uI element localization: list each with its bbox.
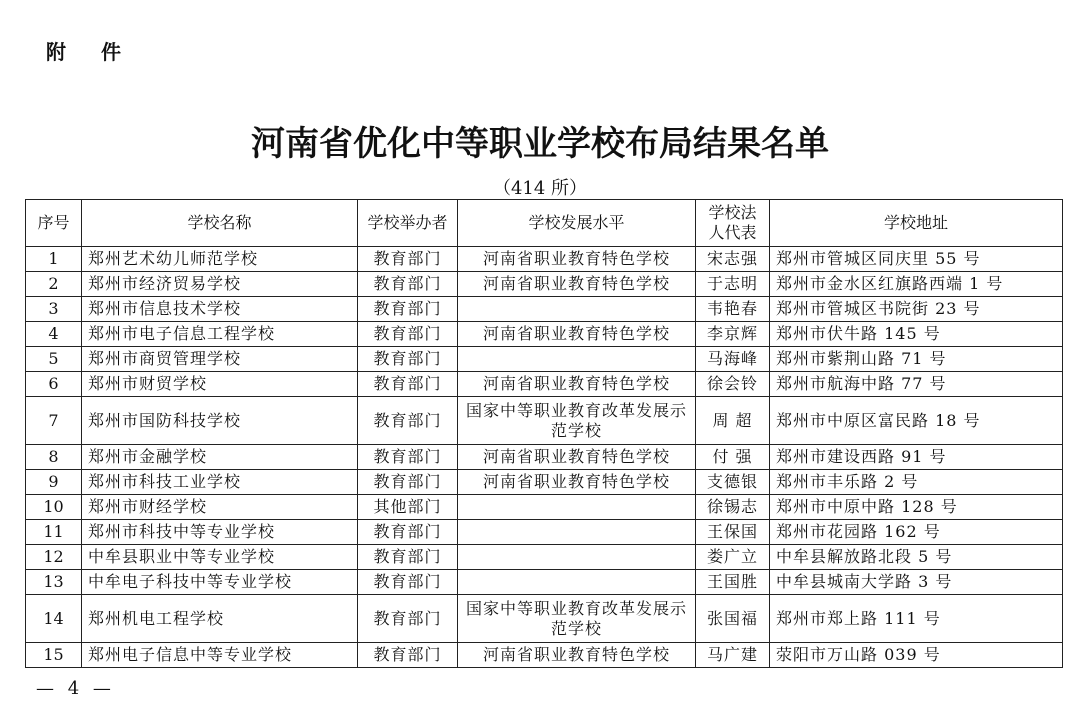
cell-level [458, 520, 696, 545]
cell-representative: 支德银 [696, 470, 770, 495]
cell-address: 中牟县解放路北段 5 号 [770, 545, 1063, 570]
cell-organizer: 其他部门 [358, 495, 458, 520]
cell-representative: 李京辉 [696, 322, 770, 347]
cell-representative: 徐锡志 [696, 495, 770, 520]
cell-school-name: 郑州机电工程学校 [82, 595, 358, 643]
cell-level: 国家中等职业教育改革发展示范学校 [458, 397, 696, 445]
cell-level [458, 347, 696, 372]
cell-school-name: 郑州市商贸管理学校 [82, 347, 358, 372]
cell-representative: 宋志强 [696, 247, 770, 272]
attachment-label: 附 件 [46, 40, 135, 64]
cell-representative: 马海峰 [696, 347, 770, 372]
cell-no: 12 [26, 545, 82, 570]
document-title: 河南省优化中等职业学校布局结果名单 [251, 124, 829, 164]
table-row [26, 247, 1063, 272]
cell-school-name: 郑州市科技工业学校 [82, 470, 358, 495]
cell-organizer: 教育部门 [358, 570, 458, 595]
cell-address: 郑州市管城区同庆里 55 号 [770, 247, 1063, 272]
cell-level: 河南省职业教育特色学校 [458, 445, 696, 470]
cell-school-name: 郑州市电子信息工程学校 [82, 322, 358, 347]
cell-representative: 付 强 [696, 445, 770, 470]
cell-no: 15 [26, 643, 82, 668]
table-row [26, 347, 1063, 372]
cell-no: 2 [26, 272, 82, 297]
cell-school-name: 郑州市经济贸易学校 [82, 272, 358, 297]
cell-level: 河南省职业教育特色学校 [458, 247, 696, 272]
cell-address: 郑州市管城区书院街 23 号 [770, 297, 1063, 322]
cell-organizer: 教育部门 [358, 322, 458, 347]
cell-representative: 王国胜 [696, 570, 770, 595]
cell-organizer: 教育部门 [358, 445, 458, 470]
cell-address: 郑州市中原区富民路 18 号 [770, 397, 1063, 445]
table-row [26, 372, 1063, 397]
cell-address: 郑州市丰乐路 2 号 [770, 470, 1063, 495]
cell-level [458, 297, 696, 322]
cell-level: 河南省职业教育特色学校 [458, 322, 696, 347]
table-row [26, 570, 1063, 595]
cell-school-name: 郑州市财经学校 [82, 495, 358, 520]
cell-representative: 王保国 [696, 520, 770, 545]
cell-organizer: 教育部门 [358, 545, 458, 570]
table-row [26, 545, 1063, 570]
cell-organizer: 教育部门 [358, 297, 458, 322]
cell-level [458, 570, 696, 595]
cell-representative: 周 超 [696, 397, 770, 445]
cell-school-name: 中牟电子科技中等专业学校 [82, 570, 358, 595]
cell-school-name: 郑州电子信息中等专业学校 [82, 643, 358, 668]
cell-organizer: 教育部门 [358, 272, 458, 297]
cell-no: 9 [26, 470, 82, 495]
cell-level [458, 495, 696, 520]
cell-organizer: 教育部门 [358, 372, 458, 397]
cell-level: 河南省职业教育特色学校 [458, 643, 696, 668]
table-row [26, 470, 1063, 495]
table-row [26, 272, 1063, 297]
cell-no: 1 [26, 247, 82, 272]
table-row [26, 297, 1063, 322]
column-header-org: 学校举办者 [358, 200, 458, 247]
cell-address: 荥阳市万山路 039 号 [770, 643, 1063, 668]
cell-level: 河南省职业教育特色学校 [458, 372, 696, 397]
cell-level: 河南省职业教育特色学校 [458, 272, 696, 297]
cell-school-name: 郑州市财贸学校 [82, 372, 358, 397]
cell-no: 6 [26, 372, 82, 397]
cell-address: 中牟县城南大学路 3 号 [770, 570, 1063, 595]
page-number: — 4 — [36, 678, 115, 699]
cell-level: 河南省职业教育特色学校 [458, 470, 696, 495]
cell-no: 13 [26, 570, 82, 595]
table-row [26, 445, 1063, 470]
table-row [26, 495, 1063, 520]
cell-level [458, 545, 696, 570]
cell-organizer: 教育部门 [358, 643, 458, 668]
cell-no: 7 [26, 397, 82, 445]
cell-level: 国家中等职业教育改革发展示范学校 [458, 595, 696, 643]
cell-address: 郑州市航海中路 77 号 [770, 372, 1063, 397]
cell-address: 郑州市花园路 162 号 [770, 520, 1063, 545]
column-header-address: 学校地址 [770, 200, 1063, 247]
cell-address: 郑州市中原中路 128 号 [770, 495, 1063, 520]
cell-address: 郑州市郑上路 111 号 [770, 595, 1063, 643]
table-row [26, 397, 1063, 445]
table-row [26, 322, 1063, 347]
cell-organizer: 教育部门 [358, 470, 458, 495]
cell-organizer: 教育部门 [358, 595, 458, 643]
cell-school-name: 郑州市金融学校 [82, 445, 358, 470]
cell-no: 14 [26, 595, 82, 643]
cell-organizer: 教育部门 [358, 520, 458, 545]
cell-address: 郑州市建设西路 91 号 [770, 445, 1063, 470]
table-body [26, 247, 1063, 668]
cell-representative: 马广建 [696, 643, 770, 668]
table-header-row [26, 200, 1063, 247]
cell-representative: 娄广立 [696, 545, 770, 570]
cell-representative: 徐会铃 [696, 372, 770, 397]
cell-no: 8 [26, 445, 82, 470]
cell-no: 3 [26, 297, 82, 322]
cell-school-name: 郑州艺术幼儿师范学校 [82, 247, 358, 272]
cell-organizer: 教育部门 [358, 247, 458, 272]
cell-school-name: 郑州市国防科技学校 [82, 397, 358, 445]
school-count: （414 所） [492, 178, 588, 199]
cell-representative: 张国福 [696, 595, 770, 643]
column-header-no: 序号 [26, 200, 82, 247]
cell-school-name: 郑州市信息技术学校 [82, 297, 358, 322]
cell-school-name: 郑州市科技中等专业学校 [82, 520, 358, 545]
cell-organizer: 教育部门 [358, 397, 458, 445]
cell-no: 5 [26, 347, 82, 372]
table-row [26, 643, 1063, 668]
cell-address: 郑州市紫荆山路 71 号 [770, 347, 1063, 372]
cell-address: 郑州市伏牛路 145 号 [770, 322, 1063, 347]
cell-no: 4 [26, 322, 82, 347]
cell-no: 11 [26, 520, 82, 545]
cell-address: 郑州市金水区红旗路西端 1 号 [770, 272, 1063, 297]
column-header-level: 学校发展水平 [458, 200, 696, 247]
column-header-rep: 学校法人代表 [696, 200, 770, 247]
cell-school-name: 中牟县职业中等专业学校 [82, 545, 358, 570]
school-list-table [25, 199, 1063, 668]
table-row [26, 520, 1063, 545]
table-row [26, 595, 1063, 643]
cell-representative: 于志明 [696, 272, 770, 297]
cell-representative: 韦艳春 [696, 297, 770, 322]
cell-organizer: 教育部门 [358, 347, 458, 372]
column-header-name: 学校名称 [82, 200, 358, 247]
cell-no: 10 [26, 495, 82, 520]
